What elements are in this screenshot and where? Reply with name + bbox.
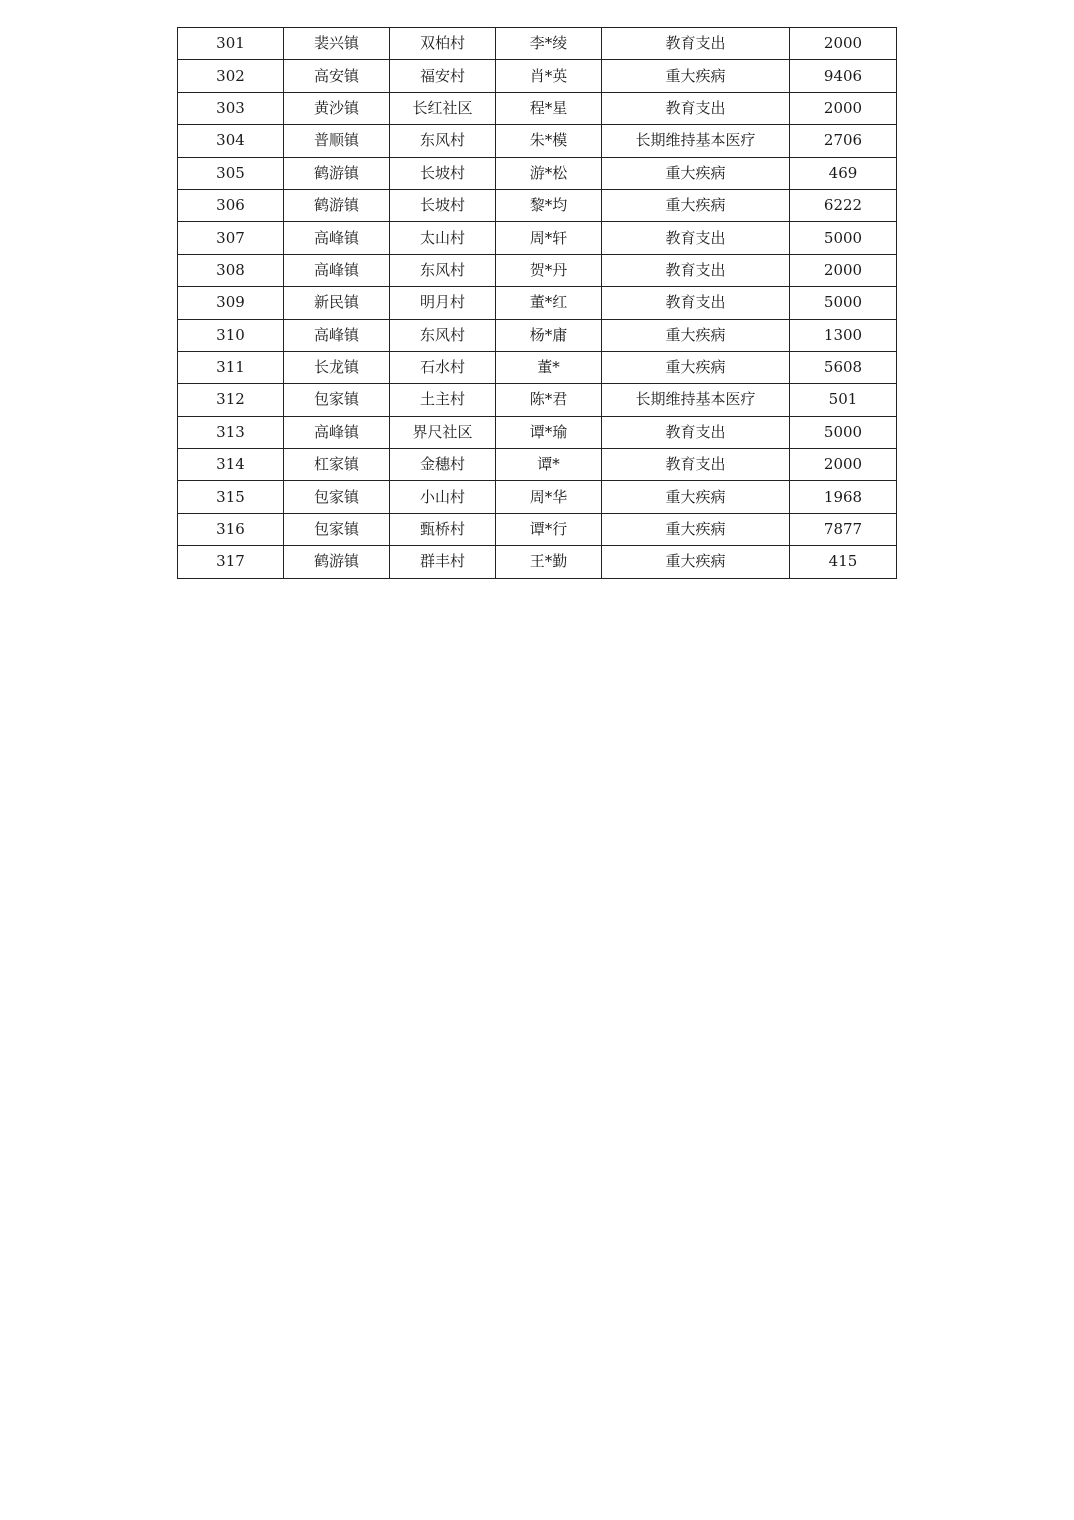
- table-row: [178, 319, 897, 351]
- table-row: [178, 513, 897, 545]
- cell-village: 太山村: [390, 222, 496, 254]
- cell-type: 教育支出: [602, 287, 790, 319]
- cell-name: 谭*行: [496, 513, 602, 545]
- cell-town: 裴兴镇: [284, 28, 390, 60]
- cell-no: 314: [178, 449, 284, 481]
- cell-town: 鹤游镇: [284, 546, 390, 578]
- cell-type: 教育支出: [602, 222, 790, 254]
- records-table-body: [178, 28, 897, 579]
- table-row: [178, 28, 897, 60]
- cell-town: 新民镇: [284, 287, 390, 319]
- cell-type: 重大疾病: [602, 481, 790, 513]
- cell-name: 李*绫: [496, 28, 602, 60]
- cell-town: 长龙镇: [284, 351, 390, 383]
- cell-type: 教育支出: [602, 28, 790, 60]
- cell-village: 界尺社区: [390, 416, 496, 448]
- cell-type: 教育支出: [602, 92, 790, 124]
- cell-name: 董*: [496, 351, 602, 383]
- records-table: [177, 27, 897, 579]
- cell-name: 肖*英: [496, 60, 602, 92]
- table-row: [178, 222, 897, 254]
- cell-no: 306: [178, 189, 284, 221]
- cell-no: 308: [178, 254, 284, 286]
- cell-no: 317: [178, 546, 284, 578]
- cell-no: 304: [178, 125, 284, 157]
- cell-type: 重大疾病: [602, 189, 790, 221]
- cell-amount: 1300: [790, 319, 897, 351]
- cell-no: 315: [178, 481, 284, 513]
- cell-village: 群丰村: [390, 546, 496, 578]
- table-row: [178, 157, 897, 189]
- cell-amount: 5000: [790, 222, 897, 254]
- cell-town: 包家镇: [284, 384, 390, 416]
- cell-town: 高峰镇: [284, 222, 390, 254]
- cell-town: 黄沙镇: [284, 92, 390, 124]
- cell-town: 高峰镇: [284, 416, 390, 448]
- table-row: [178, 384, 897, 416]
- cell-type: 重大疾病: [602, 351, 790, 383]
- cell-village: 明月村: [390, 287, 496, 319]
- cell-no: 312: [178, 384, 284, 416]
- cell-no: 303: [178, 92, 284, 124]
- cell-village: 甄桥村: [390, 513, 496, 545]
- cell-village: 福安村: [390, 60, 496, 92]
- cell-village: 长红社区: [390, 92, 496, 124]
- cell-no: 316: [178, 513, 284, 545]
- cell-type: 教育支出: [602, 449, 790, 481]
- cell-village: 东风村: [390, 125, 496, 157]
- cell-type: 教育支出: [602, 254, 790, 286]
- table-row: [178, 287, 897, 319]
- cell-town: 普顺镇: [284, 125, 390, 157]
- cell-name: 贺*丹: [496, 254, 602, 286]
- table-row: [178, 254, 897, 286]
- cell-amount: 469: [790, 157, 897, 189]
- cell-amount: 2000: [790, 449, 897, 481]
- table-row: [178, 92, 897, 124]
- cell-town: 鹤游镇: [284, 157, 390, 189]
- cell-village: 长坡村: [390, 157, 496, 189]
- cell-type: 重大疾病: [602, 546, 790, 578]
- cell-no: 305: [178, 157, 284, 189]
- table-row: [178, 125, 897, 157]
- cell-type: 重大疾病: [602, 319, 790, 351]
- cell-village: 小山村: [390, 481, 496, 513]
- cell-amount: 9406: [790, 60, 897, 92]
- cell-village: 石水村: [390, 351, 496, 383]
- cell-town: 高峰镇: [284, 319, 390, 351]
- cell-no: 313: [178, 416, 284, 448]
- cell-type: 重大疾病: [602, 513, 790, 545]
- cell-amount: 2000: [790, 254, 897, 286]
- cell-type: 教育支出: [602, 416, 790, 448]
- cell-type: 重大疾病: [602, 60, 790, 92]
- table-row: [178, 481, 897, 513]
- table-row: [178, 546, 897, 578]
- cell-name: 黎*均: [496, 189, 602, 221]
- cell-village: 东风村: [390, 319, 496, 351]
- cell-name: 王*勤: [496, 546, 602, 578]
- cell-type: 长期维持基本医疗: [602, 384, 790, 416]
- cell-village: 长坡村: [390, 189, 496, 221]
- cell-amount: 2000: [790, 28, 897, 60]
- cell-village: 东风村: [390, 254, 496, 286]
- cell-town: 包家镇: [284, 481, 390, 513]
- cell-name: 董*红: [496, 287, 602, 319]
- cell-amount: 5000: [790, 416, 897, 448]
- cell-town: 包家镇: [284, 513, 390, 545]
- table-row: [178, 60, 897, 92]
- cell-amount: 7877: [790, 513, 897, 545]
- cell-no: 311: [178, 351, 284, 383]
- cell-no: 310: [178, 319, 284, 351]
- cell-name: 游*松: [496, 157, 602, 189]
- cell-amount: 2000: [790, 92, 897, 124]
- table-row: [178, 189, 897, 221]
- cell-village: 土主村: [390, 384, 496, 416]
- cell-name: 杨*庸: [496, 319, 602, 351]
- cell-name: 陈*君: [496, 384, 602, 416]
- table-row: [178, 416, 897, 448]
- cell-village: 双柏村: [390, 28, 496, 60]
- cell-amount: 501: [790, 384, 897, 416]
- cell-amount: 5000: [790, 287, 897, 319]
- cell-no: 302: [178, 60, 284, 92]
- cell-name: 朱*模: [496, 125, 602, 157]
- table-row: [178, 351, 897, 383]
- cell-name: 程*星: [496, 92, 602, 124]
- cell-name: 谭*: [496, 449, 602, 481]
- cell-village: 金穗村: [390, 449, 496, 481]
- cell-town: 鹤游镇: [284, 189, 390, 221]
- cell-type: 长期维持基本医疗: [602, 125, 790, 157]
- table-row: [178, 449, 897, 481]
- cell-name: 周*华: [496, 481, 602, 513]
- cell-amount: 6222: [790, 189, 897, 221]
- cell-no: 307: [178, 222, 284, 254]
- cell-no: 301: [178, 28, 284, 60]
- cell-amount: 5608: [790, 351, 897, 383]
- cell-type: 重大疾病: [602, 157, 790, 189]
- cell-name: 周*轩: [496, 222, 602, 254]
- cell-town: 高峰镇: [284, 254, 390, 286]
- cell-amount: 415: [790, 546, 897, 578]
- cell-name: 谭*瑜: [496, 416, 602, 448]
- cell-amount: 1968: [790, 481, 897, 513]
- cell-amount: 2706: [790, 125, 897, 157]
- cell-town: 杠家镇: [284, 449, 390, 481]
- cell-no: 309: [178, 287, 284, 319]
- cell-town: 高安镇: [284, 60, 390, 92]
